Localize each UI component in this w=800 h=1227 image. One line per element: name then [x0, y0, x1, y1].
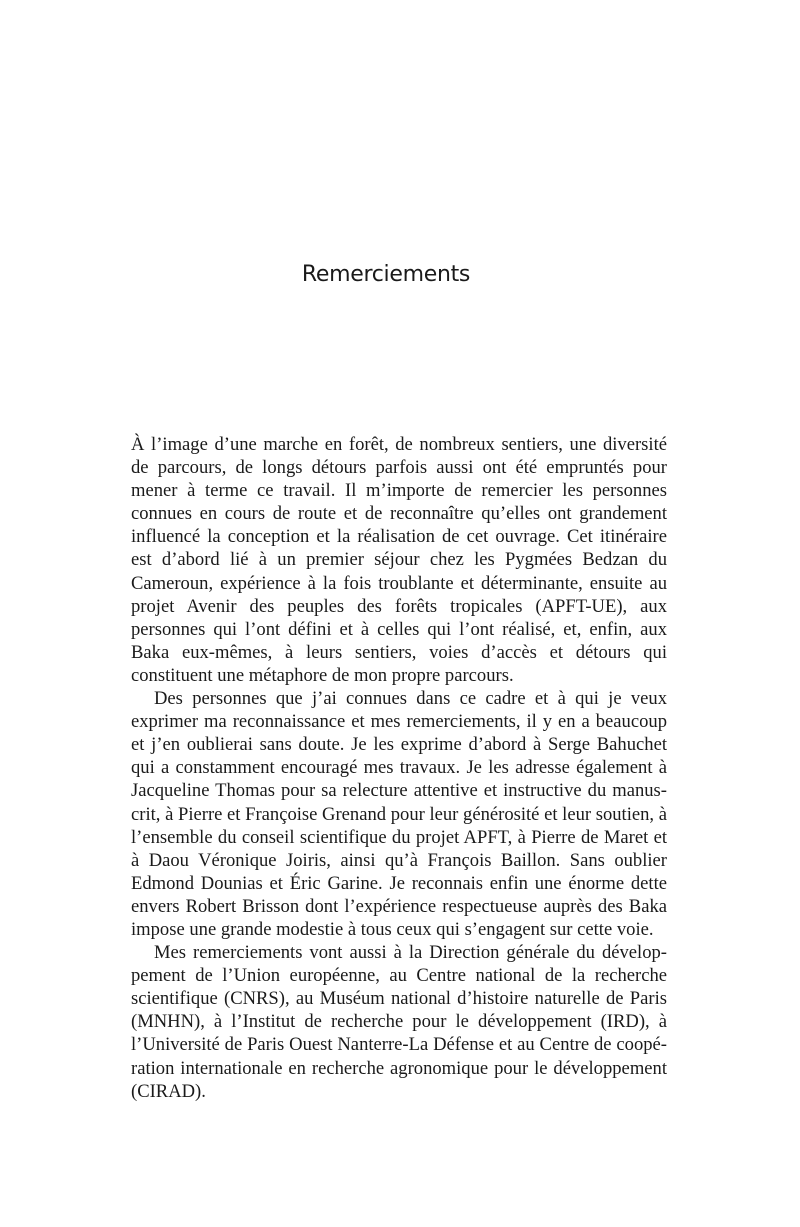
- acknowledgements-body: [131, 433, 667, 1103]
- paragraph-2: Des personnes que j’ai connues dans ce cadre et à qui je veux exprimer ma reconnaissance et mes remerciements, il y en a beaucoup et j’en oublierai sans doute. Je les exprime d’abord à Serge Bahuchet qui a constamment encouragé mes travaux. Je les adresse également à Jacqueline Thomas pour sa relecture attentive et instructive du manuscrit, à Pierre et Françoise Grenand pour leur générosité et leur soutien, à l’ensemble du conseil scientifique du projet APFT, à Pierre de Maret et à Daou Véronique Joiris, ainsi qu’à François Baillon. Sans oublier Edmond Dounias et Éric Garine. Je reconnais enfin une énorme dette envers Robert Brisson dont l’expérience respectueuse auprès des Baka impose une grande modestie à tous ceux qui s’engagent sur cette voie.: [131, 688, 667, 940]
- paragraph-3: Mes remerciements vont aussi à la Direction générale du développement de l’Union européenne, au Centre national de la recherche scientifique (CNRS), au Muséum national d’histoire naturelle de Paris (MNHN), à l’Institut de recherche pour le développement (IRD), à l’Université de Paris Ouest Nanterre-La Défense et au Centre de coopération internationale en recherche agronomique pour le développement (CIRAD).: [131, 942, 667, 1102]
- page-title: Remerciements: [301, 262, 471, 287]
- paragraph-1: À l’image d’une marche en forêt, de nombreux sentiers, une diversité de parcours, de longs détours parfois aussi ont été empruntés pour mener à terme ce travail. Il m’importe de remercier les personnes connues en cours de route et de reconnaître qu’elles ont grandement influencé la conception et la réalisation de cet ouvrage. Cet itinéraire est d’abord lié à un premier séjour chez les Pygmées Bedzan du Cameroun, expérience à la fois troublante et déterminante, ensuite au projet Avenir des peuples des forêts tropicales (APFT-UE), aux personnes qui l’ont défini et à celles qui l’ont réalisé, et, enfin, aux Baka eux-mêmes, à leurs sentiers, voies d’accès et détours qui constituent une métaphore de mon propre parcours.: [131, 434, 667, 686]
